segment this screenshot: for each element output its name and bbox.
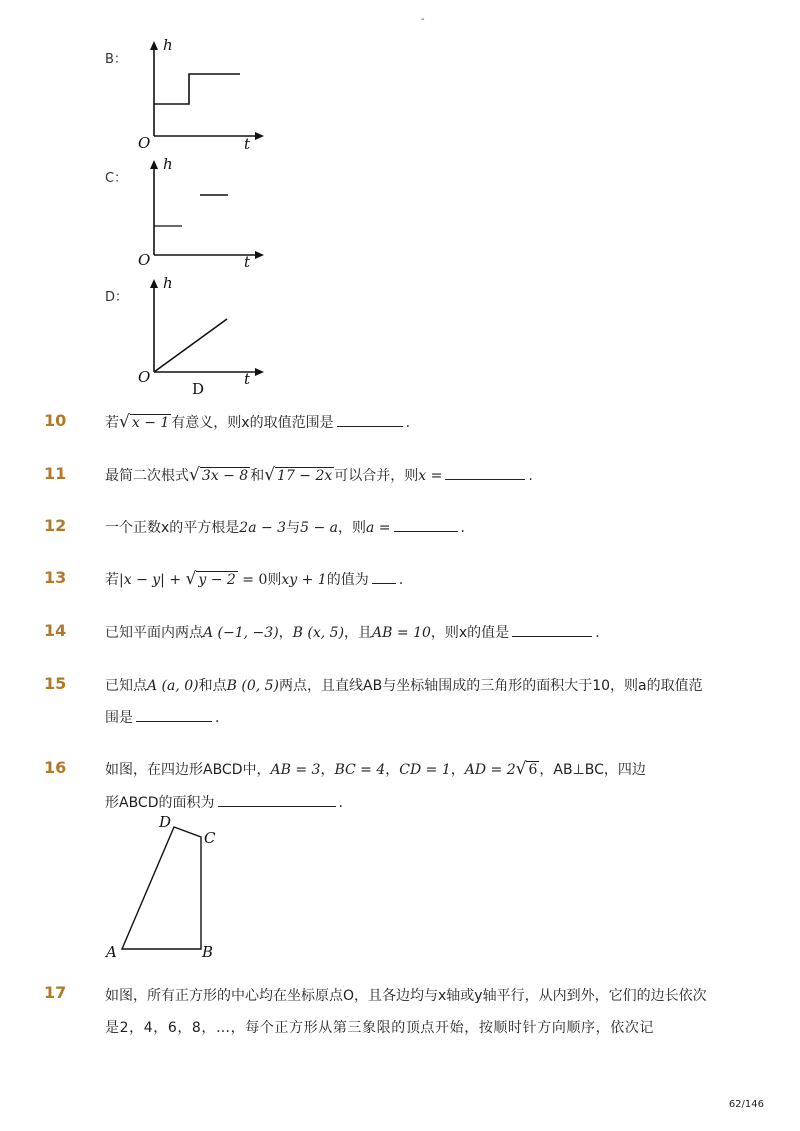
question-number-10: 10 [44,411,67,430]
vertex-c-label: C [204,829,216,847]
question-number-13: 13 [44,568,67,587]
vertex-a-label: A [106,943,117,961]
option-b-graph [136,36,276,160]
answer-blank[interactable] [445,465,525,480]
vertex-d-label: D [159,813,172,831]
page-top-mark: - [421,14,425,25]
x-axis-arrow [255,132,264,140]
y-axis-arrow [150,41,158,50]
answer-blank[interactable] [136,707,212,722]
origin-label: O [138,134,151,152]
answer-blank[interactable] [394,517,458,532]
figure-caption: D [192,380,205,398]
x-axis-label: t [244,370,251,388]
answer-blank[interactable] [218,792,336,807]
question-12-text: 一个正数x的平方根是2a − 3与5 − a，则a = . [105,517,465,537]
x-axis-label: t [244,253,251,271]
question-14-text: 已知平面内两点A (−1, −3)，B (x, 5)，且AB = 10，则x的值是 . [105,622,600,642]
question-13-text: 若|x − y| + √ y − 2 = 0则xy + 1的值为 . [105,569,404,589]
option-b-label: B： [105,52,127,67]
answer-blank[interactable] [512,622,592,637]
question-number-16: 16 [44,758,67,777]
y-axis-label: h [163,36,173,54]
y-axis-label: h [163,274,173,292]
question-number-17: 17 [44,983,67,1002]
question-15-text: 已知点A (a, 0)和点B (0, 5)两点，且直线AB与坐标轴围成的三角形的面积大于10，则a的取值范 [105,678,703,694]
option-c-graph [136,155,276,279]
y-axis-arrow [150,279,158,288]
question-number-12: 12 [44,516,67,535]
option-c-label: C： [105,171,128,186]
question-11-text: 最简二次根式√ 3x − 8 和√ 17 − 2x 可以合并，则x = . [105,465,533,485]
question-number-15: 15 [44,674,67,693]
x-axis-arrow [255,251,264,259]
vertex-b-label: B [202,943,214,961]
y-axis-label: h [163,155,173,173]
quadrilateral-figure [100,812,240,966]
question-17-text-line2: 是2，4，6，8，…，每个正方形从第三象限的顶点开始，按顺时针方向顺序，依次记 [105,1020,655,1036]
page-number: 62/146 [728,1099,764,1110]
question-16-text-line2: 形ABCD的面积为 . [105,792,343,812]
question-17-text: 如图，所有正方形的中心均在坐标原点O，且各边均与x轴或y轴平行，从内到外，它们的边长依次 [105,988,707,1004]
question-16-text: 如图，在四边形ABCD中，AB = 3，BC = 4，CD = 1，AD = 2√ 6 ，AB⊥BC，四边 [105,759,646,779]
answer-blank[interactable] [372,569,396,584]
step-graph-line [154,74,240,104]
origin-label: O [138,251,151,269]
question-10-text: 若√ x − 1 有意义，则x的取值范围是 . [105,412,411,432]
origin-label: O [138,368,151,386]
option-d-graph [136,274,276,402]
question-number-11: 11 [44,464,67,483]
question-15-text-line2: 围是 . [105,707,219,727]
y-axis-arrow [150,160,158,169]
question-number-14: 14 [44,621,67,640]
answer-blank[interactable] [337,412,403,427]
linear-graph-line [154,319,227,372]
x-axis-arrow [255,368,264,376]
quadrilateral-abcd [122,827,201,949]
x-axis-label: t [244,135,251,153]
option-d-label: D： [105,290,129,305]
